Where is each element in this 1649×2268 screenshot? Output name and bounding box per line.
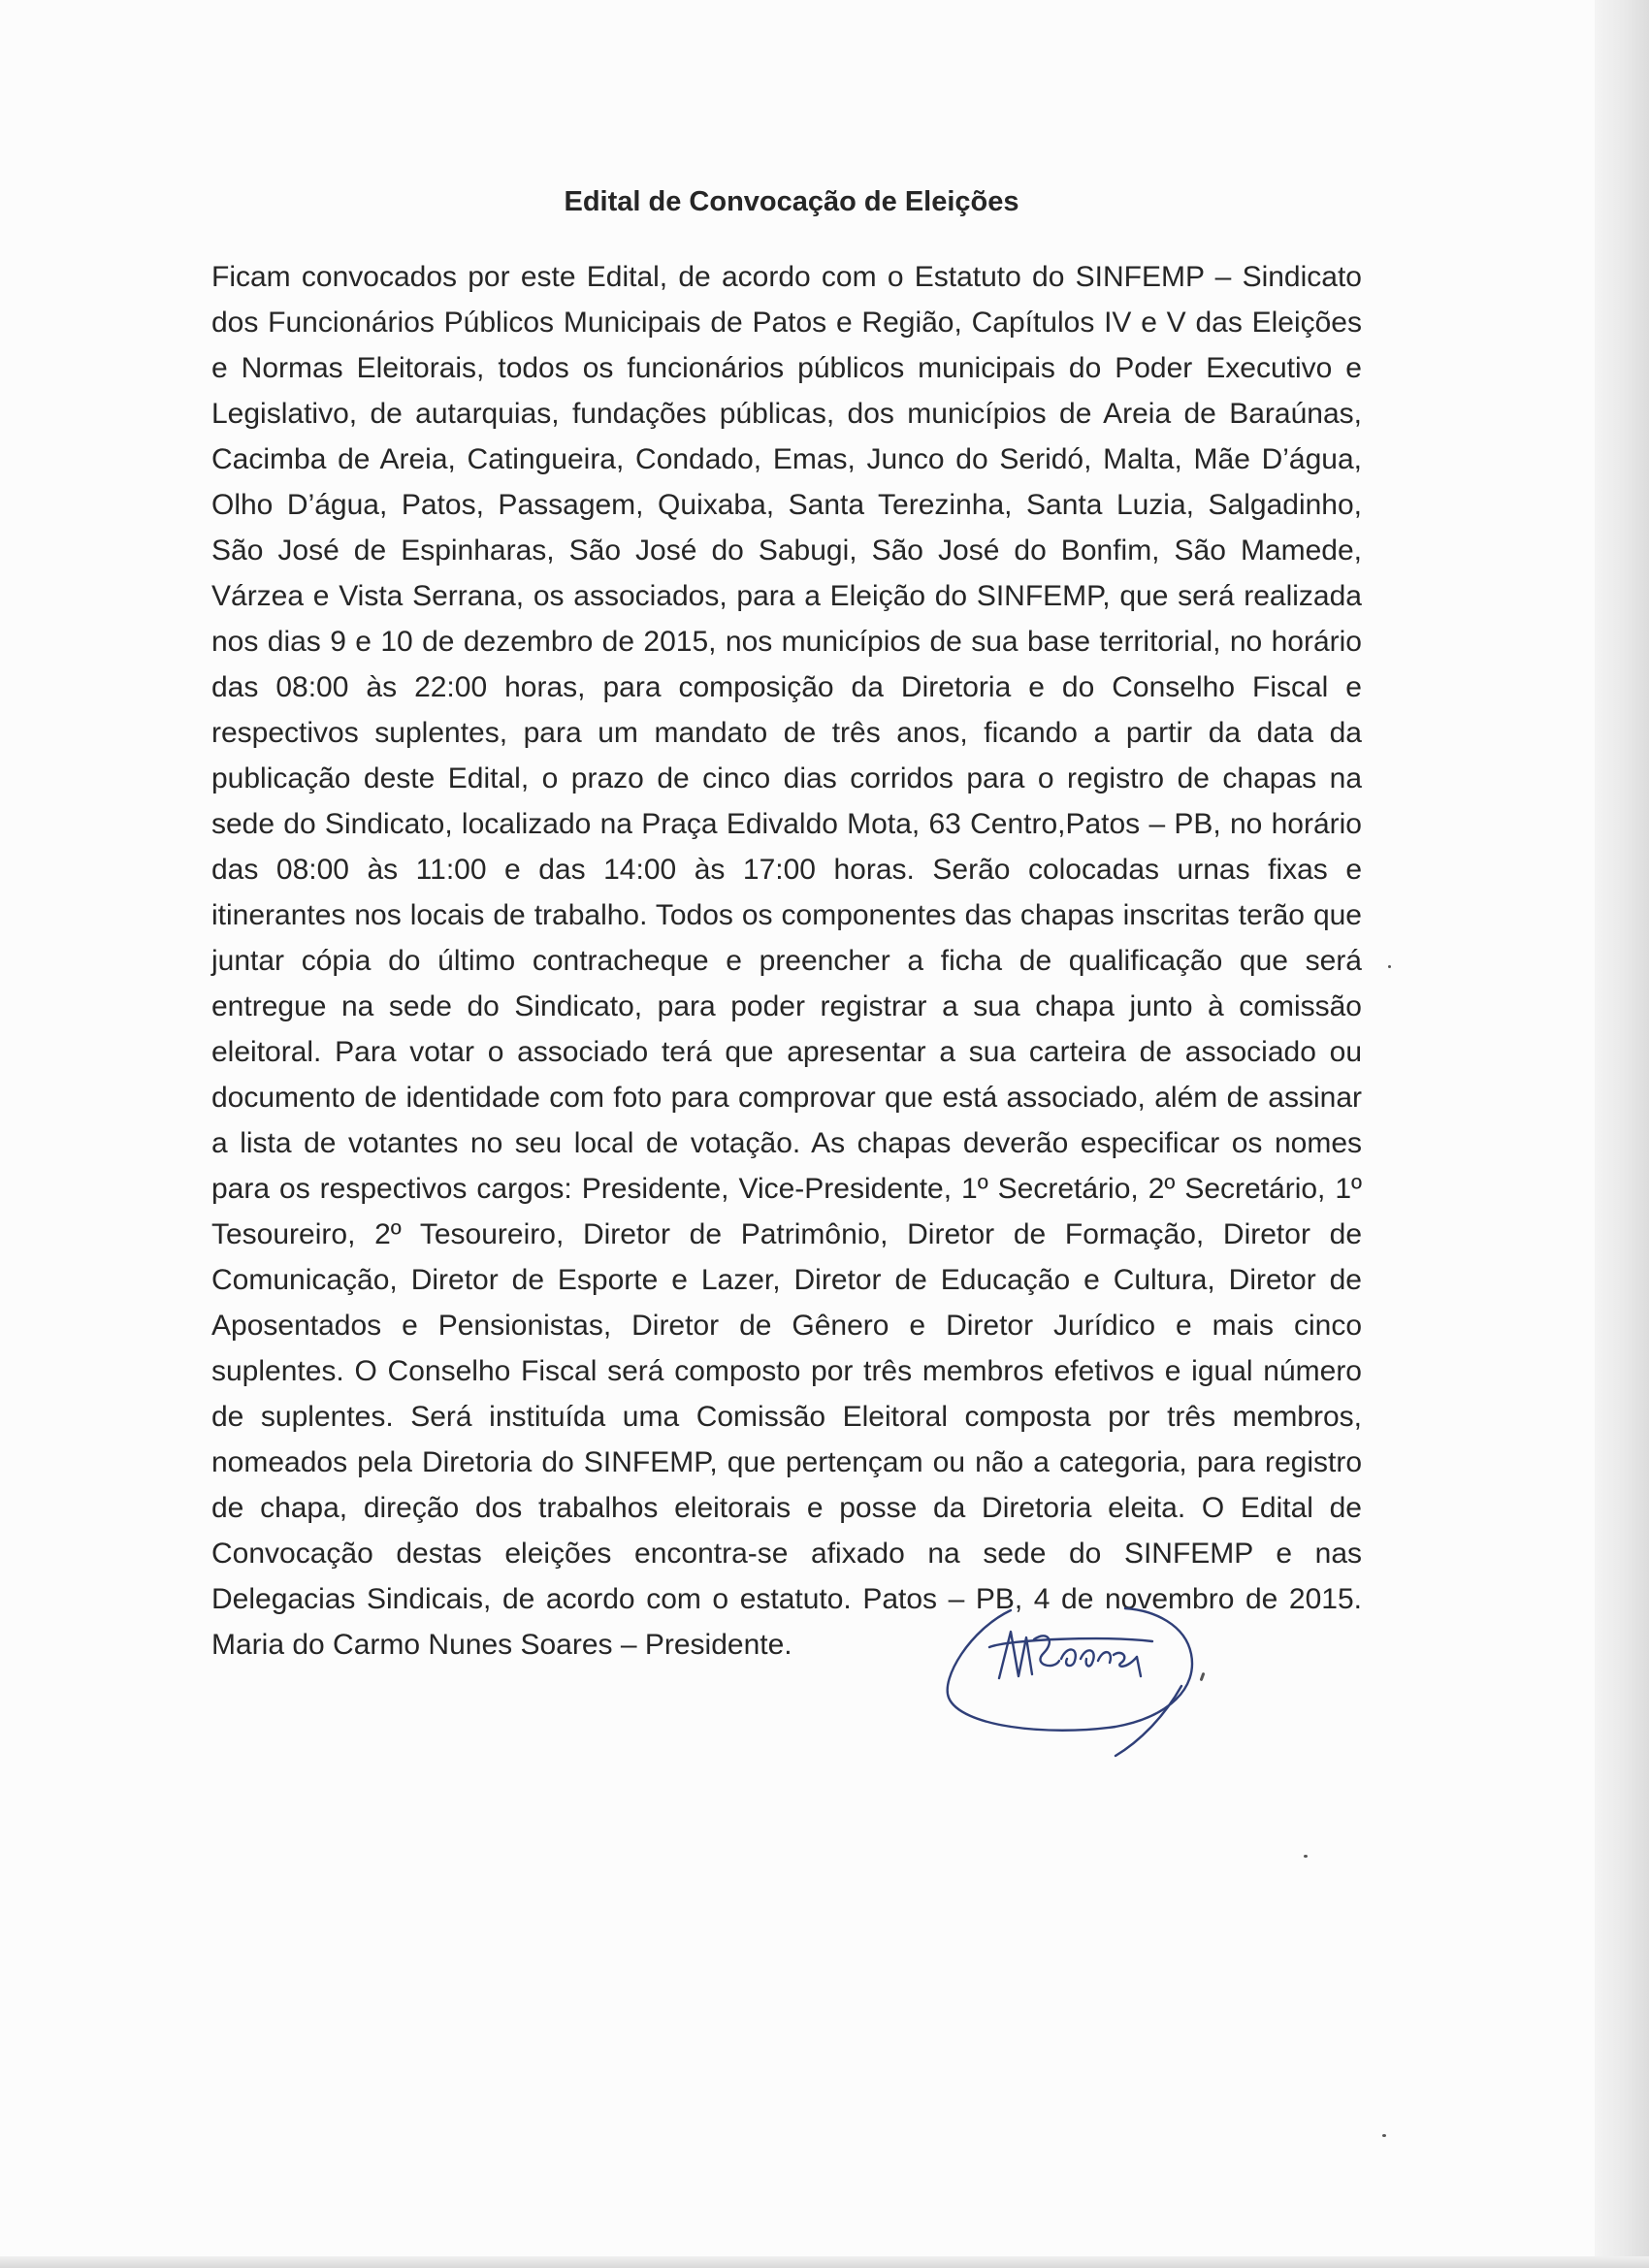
scan-speck: [1388, 965, 1391, 968]
document-body: Ficam convocados por este Edital, de acordo com o Estatuto do SINFEMP – Sindicato dos Funcionários Públicos Municipais de Patos e Região, Capítulos IV e V das Eleições e Normas Eleitorais, todos os funcionários públicos municipais do Poder Executivo e Legislativo, de autarquias, fundações públicas, dos municípios de Areia de Baraúnas, Cacimba de Areia, Catingueira, Condado, Emas, Junco do Seridó, Malta, Mãe D’água, Olho D’água, Patos, Passagem, Quixaba, Santa Terezinha, Santa Luzia, Salgadinho, São José de Espinharas, São José do Sabugi, São José do Bonfim, São Mamede, Várzea e Vista Serrana, os associados, para a Eleição do SINFEMP, que será realizada nos dias 9 e 10 de dezembro de 2015, nos municípios de sua base territorial, no horário das 08:00 às 22:00 horas, para composição da Diretoria e do Conselho Fiscal e respectivos suplentes, para um mandato de três anos, ficando a partir da data da publicação deste Edital, o prazo de cinco dias corridos para o registro de chapas na sede do Sindicato, localizado na Praça Edivaldo Mota, 63 Centro,Patos – PB, no horário das 08:00 às 11:00 e das 14:00 às 17:00 horas. Serão colocadas urnas fixas e itinerantes nos locais de trabalho. Todos os componentes das chapas inscritas terão que juntar cópia do último contracheque e preencher a ficha de qualificação que será entregue na sede do Sindicato, para poder registrar a sua chapa junto à comissão eleitoral. Para votar o associado terá que apresentar a sua carteira de associado ou documento de identidade com foto para comprovar que está associado, além de assinar a lista de votantes no seu local de votação. As chapas deverão especificar os nomes para os respectivos cargos: Presidente, Vice-Presidente, 1º Secretário, 2º Secretário, 1º Tesoureiro, 2º Tesoureiro, Diretor de Patrimônio, Diretor de Formação, Diretor de Comunicação, Diretor de Esporte e Lazer, Diretor de Educação e Cultura, Diretor de Aposentados e Pensionistas, Diretor de Gênero e Diretor Jurídico e mais cinco suplentes. O Conselho Fiscal será composto por três membros efetivos e igual número de suplentes. Será instituída uma Comissão Eleitoral composta por três membros, nomeados pela Diretoria do SINFEMP, que pertençam ou não a categoria, para registro de chapa, direção dos trabalhos eleitorais e posse da Diretoria eleita. O Edital de Convocação destas eleições encontra-se afixado na sede do SINFEMP e nas Delegacias Sindicais, de acordo com o estatuto. Patos – PB, 4 de novembro de 2015. Maria do Carmo Nunes Soares – Presidente.: [211, 261, 1362, 1661]
scan-shadow-right: [1595, 0, 1649, 2268]
scan-shadow-bottom: [0, 2256, 1649, 2268]
scan-speck: [1382, 2134, 1386, 2137]
scan-speck: [1304, 1855, 1308, 1858]
document-title: Edital de Convocação de Eleições: [564, 186, 1019, 217]
handwritten-signature: [931, 1571, 1222, 1766]
